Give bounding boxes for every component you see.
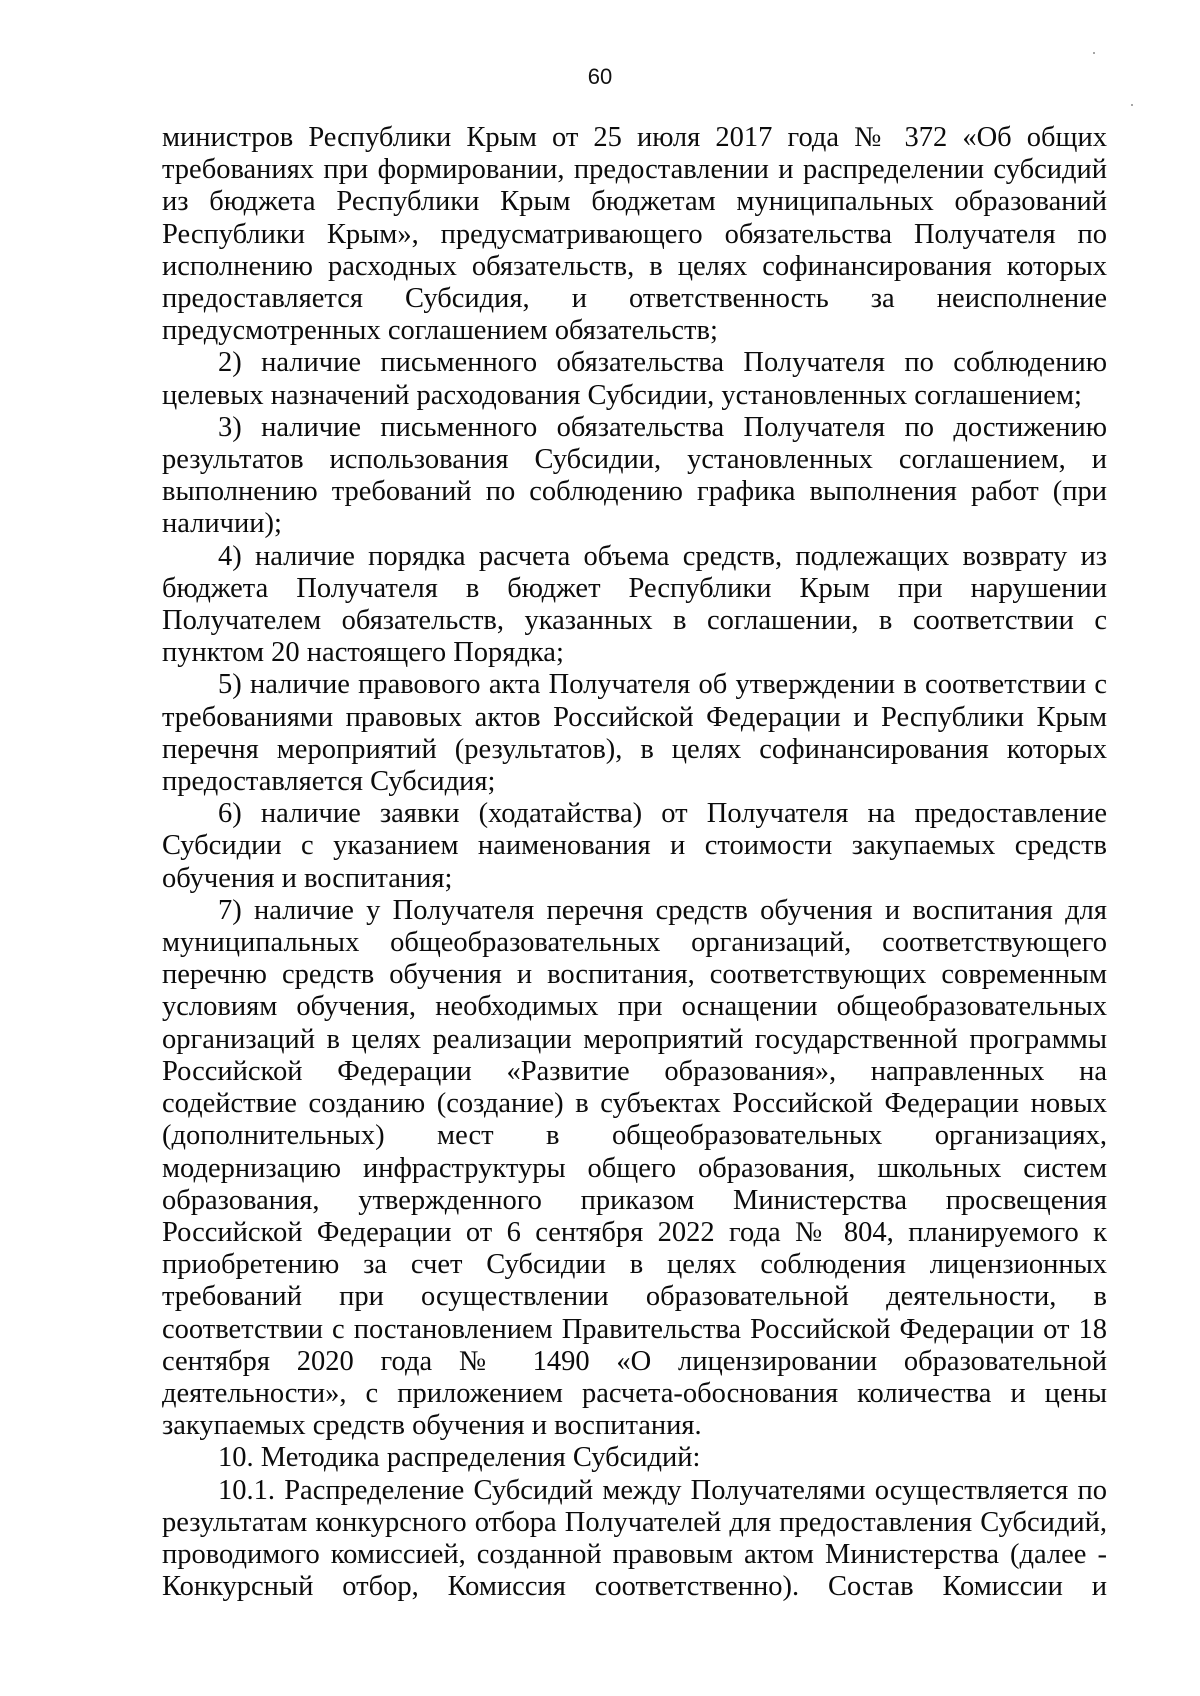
paragraph-10-1: 10.1. Распределение Субсидий между Получателями осуществляется по результатам конкурсного отбора Получателей для предоставления Субсидий, проводимого комиссией, созданной правовым актом Министерства (далее - Конкурсный отбор, Комиссия соответственно). Состав Комиссии и [162,1474,1107,1603]
paragraph-item-6: 6) наличие заявки (ходатайства) от Получателя на предоставление Субсидии с указанием наименования и стоимости закупаемых средств обучения и воспитания; [162,798,1107,894]
paragraph-continuation: министров Республики Крым от 25 июля 2017 года № 372 «Об общих требованиях при формировании, предоставлении и распределении субсидий из бюджета Республики Крым бюджетам муниципальных образований Республики Крым», предусматривающего обязательства Получателя по исполнению расходных обязательств, в целях софинансирования которых предоставляется Субсидия, и ответственность за неисполнение предусмотренных соглашением обязательств; [162,122,1107,347]
page-number: 60 [587,64,613,89]
paragraph-item-4: 4) наличие порядка расчета объема средств, подлежащих возврату из бюджета Получателя в бюджет Республики Крым при нарушении Получателем обязательств, указанных в соглашении, в соответствии с пунктом 20 настоящего Порядка; [162,540,1107,669]
section-heading-10: 10. Методика распределения Субсидий: [218,1442,701,1474]
scan-speck [1131,104,1133,106]
scan-speck [1093,52,1095,54]
paragraph-item-2: 2) наличие письменного обязательства Получателя по соблюдению целевых назначений расходования Субсидии, установленных соглашением; [162,347,1107,411]
paragraph-item-5: 5) наличие правового акта Получателя об утверждении в соответствии с требованиями правовых актов Российской Федерации и Республики Крым перечня мероприятий (результатов), в целях софинансирования которых предоставляется Субсидия; [162,669,1107,798]
document-body [162,122,1107,1603]
paragraph-item-7: 7) наличие у Получателя перечня средств обучения и воспитания для муниципальных общеобразовательных организаций, соответствующего перечню средств обучения и воспитания, соответствующих современным условиям обучения, необходимых при оснащении общеобразовательных организаций в целях реализации мероприятий государственной программы Российской Федерации «Развитие образования», направленных на содействие созданию (создание) в субъектах Российской Федерации новых (дополнительных) мест в общеобразовательных организациях, модернизацию инфраструктуры общего образования, школьных систем образования, утвержденного приказом Министерства просвещения Российской Федерации от 6 сентября 2022 года № 804, планируемого к приобретению за счет Субсидии в целях соблюдения лицензионных требований при осуществлении образовательной деятельности, в соответствии с постановлением Правительства Российской Федерации от 18 сентября 2020 года № 1490 «О лицензировании образовательной деятельности», с приложением расчета-обоснования количества и цены закупаемых средств обучения и воспитания. [162,894,1107,1442]
paragraph-item-3: 3) наличие письменного обязательства Получателя по достижению результатов использования Субсидии, установленных соглашением, и выполнению требований по соблюдению графика выполнения работ (при наличии); [162,411,1107,540]
